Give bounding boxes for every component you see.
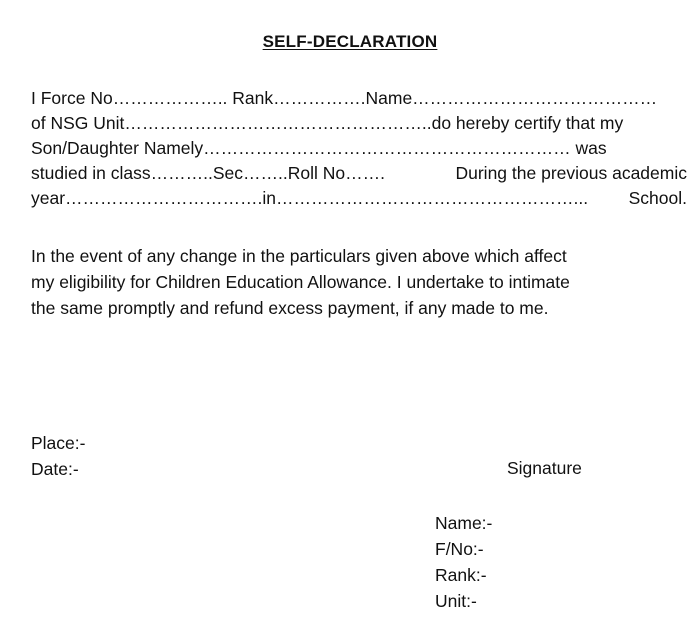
undertaking-line: the same promptly and refund excess payment, if any made to me. xyxy=(31,298,549,318)
declaration-line-son-daughter xyxy=(31,136,687,161)
undertaking-paragraph xyxy=(31,243,671,321)
signature-field-unit: Unit:- xyxy=(435,591,477,611)
signature-label: Signature xyxy=(507,458,582,478)
document-title: SELF-DECLARATION xyxy=(262,32,438,51)
declaration-line-class xyxy=(31,161,687,186)
undertaking-line: my eligibility for Children Education Allowance. I undertake to intimate xyxy=(31,272,570,292)
date-label: Date:- xyxy=(31,459,79,479)
declaration-text: Son/Daughter Namely……………………………………………………… was xyxy=(31,138,607,158)
signature-fields xyxy=(435,510,492,614)
signature-field-rank: Rank:- xyxy=(435,565,487,585)
declaration-line-year xyxy=(31,186,687,211)
signature-field-name: Name:- xyxy=(435,513,493,533)
signature-field-f-no: F/No:- xyxy=(435,539,484,559)
declaration-text: School. xyxy=(628,188,687,208)
declaration-text: I Force No……………….. Rank…………….Name…………………………………… xyxy=(31,88,658,108)
declaration-text: of NSG Unit……………………………………………..do hereby certify that my xyxy=(31,113,624,133)
declaration-text: studied in class………..Sec……..Roll No……. xyxy=(31,163,385,183)
declaration-paragraph xyxy=(31,86,687,211)
declaration-text: During the previous academic xyxy=(455,163,687,183)
undertaking-line: In the event of any change in the particulars given above which affect xyxy=(31,246,567,266)
declaration-line-force-no xyxy=(31,86,687,111)
declaration-text: year…………………………….in……………………………………………... xyxy=(31,188,589,208)
place-label: Place:- xyxy=(31,433,86,453)
declaration-line-unit xyxy=(31,111,687,136)
